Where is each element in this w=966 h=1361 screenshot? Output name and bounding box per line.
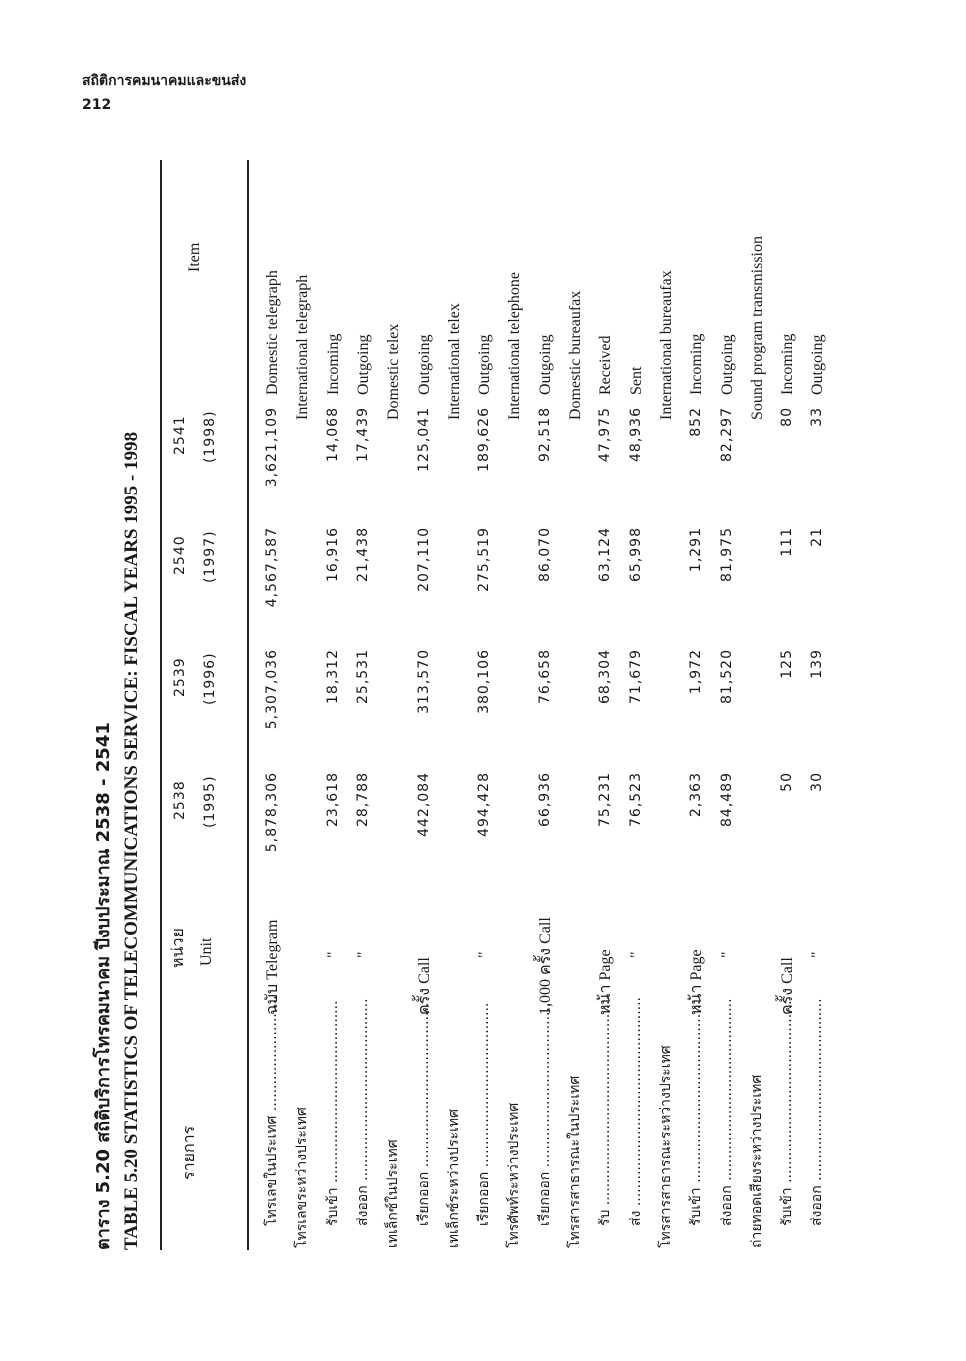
row-label-thai: ส่ง ...............................................	[627, 997, 644, 1226]
row-value: 68,304	[597, 649, 614, 704]
row-label-english: Domestic telegraph	[264, 270, 281, 395]
row-label-english: Domestic bureaufax	[567, 290, 584, 420]
row-value: 4,567,587	[264, 527, 280, 608]
row-label-english: Outgoing	[536, 334, 554, 395]
row-value: 16,916	[324, 527, 341, 582]
row-unit: ครั้ง Call	[415, 957, 433, 1015]
row-label-thai: รับเข้า .........................................	[324, 1000, 341, 1226]
row-value: 275,519	[476, 527, 493, 592]
header-rule	[247, 160, 249, 1250]
row-value: 48,936	[627, 407, 644, 462]
row-value: 81,520	[718, 649, 735, 704]
row-label-english: Outgoing	[476, 334, 494, 395]
row-value: 125,041	[415, 407, 432, 472]
row-label-thai: รับเข้า .........................................	[688, 1000, 705, 1226]
row-label-thai: โทรศัพท์ระหว่างประเทศ	[506, 1102, 523, 1248]
row-value: 313,570	[415, 649, 432, 714]
row-value: 494,428	[476, 772, 493, 837]
row-unit: "	[476, 951, 494, 958]
row-label-english: International telegraph	[294, 274, 312, 420]
table-title-thai: ตาราง 5.20 สถิติบริการโทรคมนาคม ปีงบประมาณ 2538 - 2541	[93, 722, 114, 1250]
row-label-thai: ถ่ายทอดเสียงระหว่างประเทศ	[748, 1074, 765, 1248]
row-value: 207,110	[415, 527, 432, 592]
row-value: 189,626	[476, 407, 493, 472]
year-header-thai: 2541	[172, 415, 188, 455]
row-label-thai: เรียกออก .....................................	[415, 1002, 432, 1226]
row-unit: "	[324, 951, 342, 958]
row-value: 5,307,036	[264, 649, 280, 730]
row-value: 65,998	[627, 527, 644, 582]
row-value: 5,878,306	[264, 772, 280, 853]
row-value: 71,679	[627, 649, 644, 704]
row-unit: หน้า Page	[688, 949, 706, 1015]
row-label-english: Sound program transmission	[748, 236, 766, 420]
row-unit: "	[718, 951, 736, 958]
row-value: 82,297	[718, 407, 735, 462]
row-label-thai: เรียกออก .....................................	[536, 1002, 553, 1226]
row-value: 442,084	[415, 772, 432, 837]
row-label-english: Outgoing	[718, 334, 736, 395]
row-label-thai: โทรสารสาธารณะในประเทศ	[567, 1075, 583, 1248]
row-value: 14,068	[324, 407, 341, 462]
row-label-english: International telephone	[506, 272, 524, 420]
row-value: 380,106	[476, 649, 493, 714]
row-unit: "	[809, 951, 827, 958]
row-label-english: Received	[597, 335, 615, 395]
row-label-english: Incoming	[324, 333, 342, 395]
row-label-thai: โทรสารสาธารณะระหว่างประเทศ	[657, 1045, 674, 1248]
row-value: 81,975	[718, 527, 735, 582]
header-item-thai: รายการ	[181, 1125, 198, 1180]
row-unit: "	[354, 951, 372, 958]
row-value: 84,489	[718, 772, 735, 827]
row-label-english: Outgoing	[415, 334, 433, 395]
row-value: 28,788	[354, 772, 371, 827]
row-unit: ฉบับ Telegram	[264, 919, 281, 1015]
row-label-english: Incoming	[779, 333, 797, 395]
row-value: 80	[779, 407, 796, 427]
table-title-english: TABLE 5.20 STATISTICS OF TELECOMMUNICATIONS SERVICE: FISCAL YEARS 1995 - 1998	[121, 431, 142, 1250]
row-value: 86,070	[536, 527, 553, 582]
row-value: 66,936	[536, 772, 553, 827]
top-rule	[160, 160, 162, 1250]
row-value: 30	[809, 772, 826, 792]
year-header-english: (1998)	[202, 410, 218, 463]
year-header-thai: 2538	[172, 780, 188, 820]
header-unit-thai: หน่วย	[170, 928, 187, 968]
year-header-thai: 2540	[172, 535, 188, 575]
row-label-thai: โทรเลขระหว่างประเทศ	[294, 1107, 311, 1248]
row-label-thai: รับเข้า .........................................	[779, 1000, 796, 1226]
row-value: 21	[809, 527, 826, 547]
row-label-english: Sent	[627, 366, 645, 395]
row-label-thai: เทเล็กซ์ระหว่างประเทศ	[445, 1108, 462, 1248]
row-label-thai: ส่งออก .........................................	[354, 998, 371, 1226]
row-value: 18,312	[324, 649, 341, 704]
row-value: 33	[809, 407, 826, 427]
row-value: 111	[779, 527, 796, 557]
row-value: 2,363	[688, 772, 705, 818]
row-label-english: Domestic telex	[385, 323, 403, 420]
row-value: 21,438	[354, 527, 371, 582]
header-unit-english: Unit	[198, 937, 215, 966]
year-header-thai: 2539	[172, 657, 188, 697]
row-value: 23,618	[324, 772, 341, 827]
page-number: 212	[82, 97, 112, 113]
row-label-english: International bureaufax	[657, 270, 675, 420]
row-label-thai: ส่งออก .........................................	[809, 998, 826, 1226]
running-head: สถิติการคมนาคมและขนส่ง	[82, 73, 247, 89]
year-header-english: (1997)	[202, 530, 218, 583]
row-label-english: Outgoing	[809, 334, 827, 395]
row-value: 76,658	[536, 649, 553, 704]
row-value: 47,975	[597, 407, 614, 462]
row-value: 139	[809, 649, 826, 679]
row-unit: ครั้ง Call	[779, 957, 797, 1015]
row-label-thai: เรียกออก .....................................	[476, 1002, 493, 1226]
row-value: 92,518	[536, 407, 553, 462]
row-unit: "	[627, 951, 645, 958]
row-value: 63,124	[597, 527, 614, 582]
row-value: 852	[688, 407, 705, 437]
row-value: 50	[779, 772, 796, 792]
row-value: 125	[779, 649, 796, 679]
row-label-thai: ส่งออก .........................................	[718, 998, 735, 1226]
row-label-english: Outgoing	[354, 334, 372, 395]
year-header-english: (1995)	[202, 775, 218, 828]
row-label-thai: โทรเลขในประเทศ ..........................	[264, 995, 280, 1226]
row-value: 1,972	[688, 649, 705, 695]
row-value: 1,291	[688, 527, 705, 573]
row-label-english: International telex	[445, 303, 463, 420]
row-value: 75,231	[597, 772, 614, 827]
row-value: 25,531	[354, 649, 371, 704]
row-unit: 1,000 ครั้ง Call	[536, 917, 554, 1015]
rotated-table-page	[85, 100, 865, 1300]
year-header-english: (1996)	[202, 652, 218, 705]
header-item-english: Item	[186, 242, 203, 272]
row-label-thai: เทเล็กซ์ในประเทศ	[385, 1139, 402, 1248]
row-label-english: Incoming	[688, 333, 706, 395]
row-value: 17,439	[354, 407, 371, 462]
row-label-thai: รับ ...............................................	[597, 995, 614, 1226]
row-unit: หน้า Page	[597, 949, 615, 1015]
row-value: 76,523	[627, 772, 644, 827]
row-value: 3,621,109	[264, 407, 280, 488]
